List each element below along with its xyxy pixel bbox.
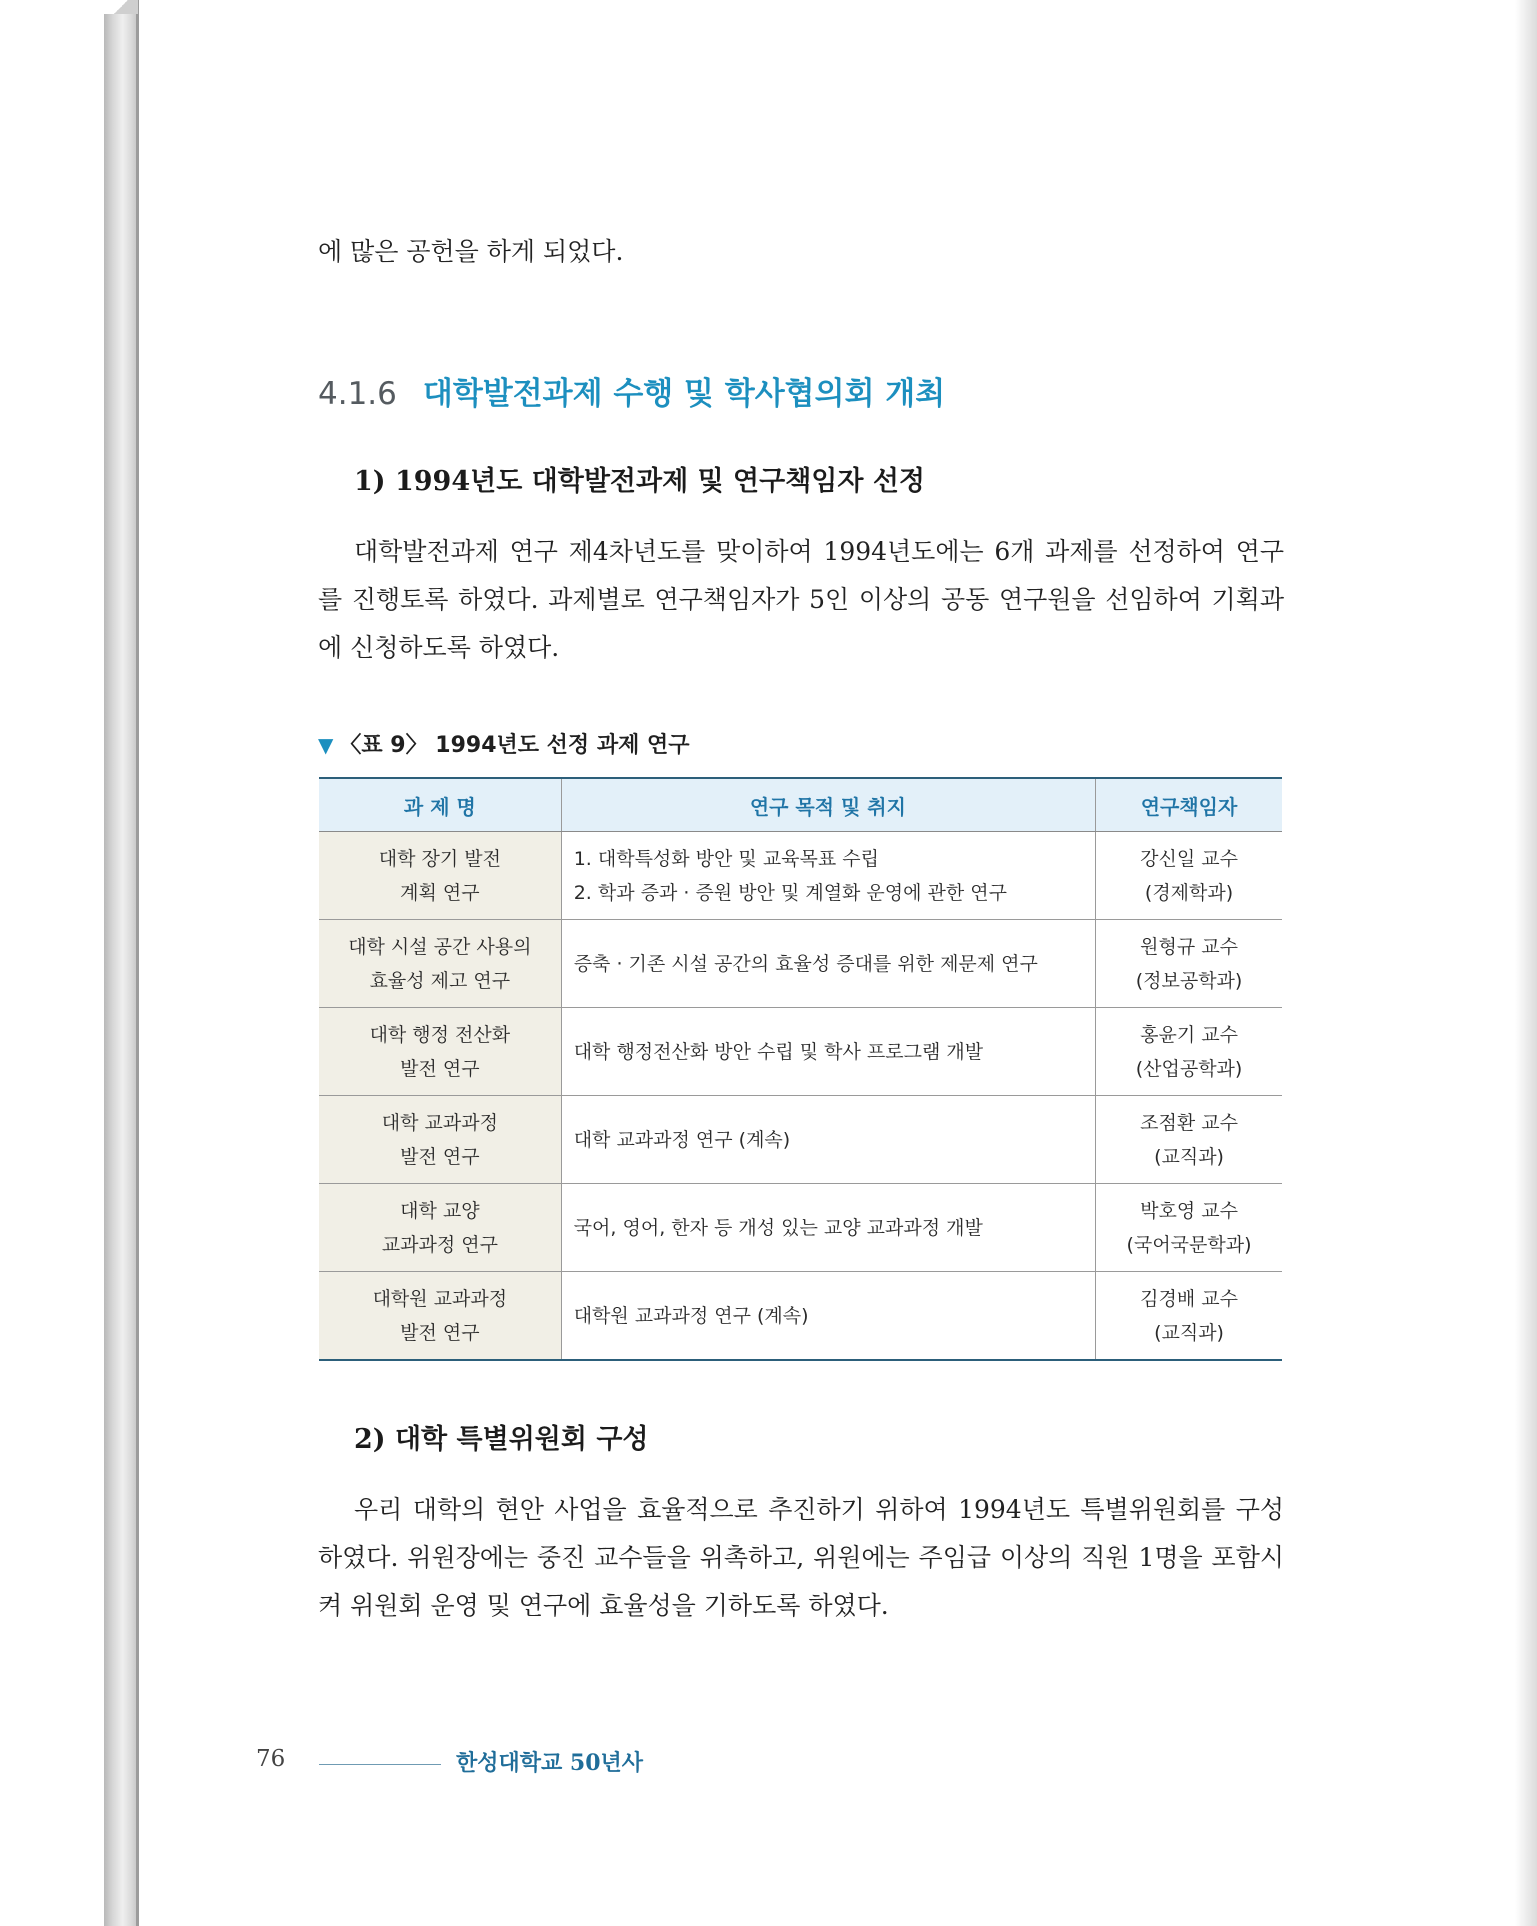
project-name-line: 교과과정 연구 [381,1233,498,1256]
book-spine [104,0,138,1926]
researcher-department: (정보공학과) [1135,969,1243,992]
table-caption [318,728,690,763]
page-shadow [1515,0,1537,1926]
subsection-heading-2: 2) 대학 특별위원회 구성 [354,1424,649,1455]
researcher-name: 조점환 교수 [1140,1111,1238,1134]
lead-researcher-cell [1096,1272,1282,1361]
project-name-line: 발전 연구 [400,1145,480,1168]
lead-researcher-cell [1096,1008,1282,1096]
project-name-cell [319,1096,561,1184]
project-name-line: 발전 연구 [400,1057,480,1080]
table-row [319,1096,1282,1184]
purpose-line: 증축 · 기존 시설 공간의 효율성 증대를 위한 제문제 연구 [573,952,1038,975]
header-project-name: 과 제 명 [319,778,561,832]
lead-researcher-cell [1096,1096,1282,1184]
researcher-department: (교직과) [1154,1145,1224,1168]
researcher-department: (경제학과) [1144,881,1234,904]
table-row [319,1008,1282,1096]
page-fold [104,0,138,14]
lead-researcher-cell [1096,832,1282,920]
purpose-cell [561,832,1095,920]
project-name-line: 대학 교과과정 [381,1111,498,1134]
page-number: 76 [256,1746,286,1772]
section-number: 4.1.6 [318,376,397,412]
purpose-line: 국어, 영어, 한자 등 개성 있는 교양 교과과정 개발 [573,1216,983,1239]
research-projects-table [319,777,1282,1361]
table-header-row [319,778,1282,832]
purpose-cell [561,1096,1095,1184]
project-name-line: 대학 교양 [400,1199,480,1222]
project-name-cell [319,1008,561,1096]
table-row [319,832,1282,920]
project-name-cell [319,1272,561,1361]
project-name-line: 대학 장기 발전 [378,847,501,870]
subsection-paragraph-1: 대학발전과제 연구 제4차년도를 맞이하여 1994년도에는 6개 과제를 선정하여 연구를 진행토록 하였다. 과제별로 연구책임자가 5인 이상의 공동 연구원을 선임하여 기획과에 신청하도록 하였다. [318,537,1284,662]
purpose-cell [561,920,1095,1008]
table-row [319,1184,1282,1272]
purpose-line: 대학원 교과과정 연구 (계속) [573,1304,809,1327]
subsection-paragraph-2: 우리 대학의 현안 사업을 효율적으로 추진하기 위하여 1994년도 특별위원회를 구성하였다. 위원장에는 중진 교수들을 위촉하고, 위원에는 주임급 이상의 직원 1명을 포함시켜 위원회 운영 및 연구에 효율성을 기하도록 하였다. [318,1495,1284,1620]
table-row [319,1272,1282,1361]
project-name-line: 대학 행정 전산화 [369,1023,511,1046]
researcher-name: 강신일 교수 [1140,847,1238,870]
project-name-line: 효율성 제고 연구 [369,969,511,992]
triangle-down-icon: ▼ [318,733,334,757]
header-lead-researcher: 연구책임자 [1096,778,1282,832]
lead-researcher-cell [1096,1184,1282,1272]
researcher-department: (국어국문학과) [1126,1233,1252,1256]
purpose-line: 대학 교과과정 연구 (계속) [573,1128,791,1151]
section-title: 대학발전과제 수행 및 학사협의회 개최 [422,376,946,412]
running-footer-title: 한성대학교 50년사 [456,1750,644,1776]
researcher-name: 홍윤기 교수 [1140,1023,1238,1046]
lead-researcher-cell [1096,920,1282,1008]
researcher-name: 원형규 교수 [1140,935,1238,958]
table-row [319,920,1282,1008]
table-caption-text: 〈표 9〉 1994년도 선정 과제 연구 [339,733,690,758]
project-name-cell [319,920,561,1008]
purpose-cell [561,1272,1095,1361]
project-name-line: 대학원 교과과정 [372,1287,508,1310]
purpose-cell [561,1184,1095,1272]
purpose-line: 2. 학과 증과 · 증원 방안 및 계열화 운영에 관한 연구 [573,881,1007,904]
project-name-cell [319,832,561,920]
carry-over-paragraph: 에 많은 공헌을 하게 되었다. [318,237,624,266]
purpose-cell [561,1008,1095,1096]
researcher-department: (산업공학과) [1135,1057,1243,1080]
purpose-line: 1. 대학특성화 방안 및 교육목표 수립 [573,847,879,870]
subsection-heading-1: 1) 1994년도 대학발전과제 및 연구책임자 선정 [354,466,926,497]
project-name-line: 발전 연구 [400,1321,480,1344]
researcher-name: 김경배 교수 [1140,1287,1238,1310]
project-name-line: 대학 시설 공간 사용의 [348,935,532,958]
project-name-line: 계획 연구 [400,881,480,904]
project-name-cell [319,1184,561,1272]
header-purpose: 연구 목적 및 취지 [561,778,1095,832]
researcher-department: (교직과) [1154,1321,1224,1344]
researcher-name: 박호영 교수 [1140,1199,1238,1222]
footer-rule [319,1764,441,1765]
section-heading [318,370,945,418]
purpose-line: 대학 행정전산화 방안 수립 및 학사 프로그램 개발 [573,1040,984,1063]
